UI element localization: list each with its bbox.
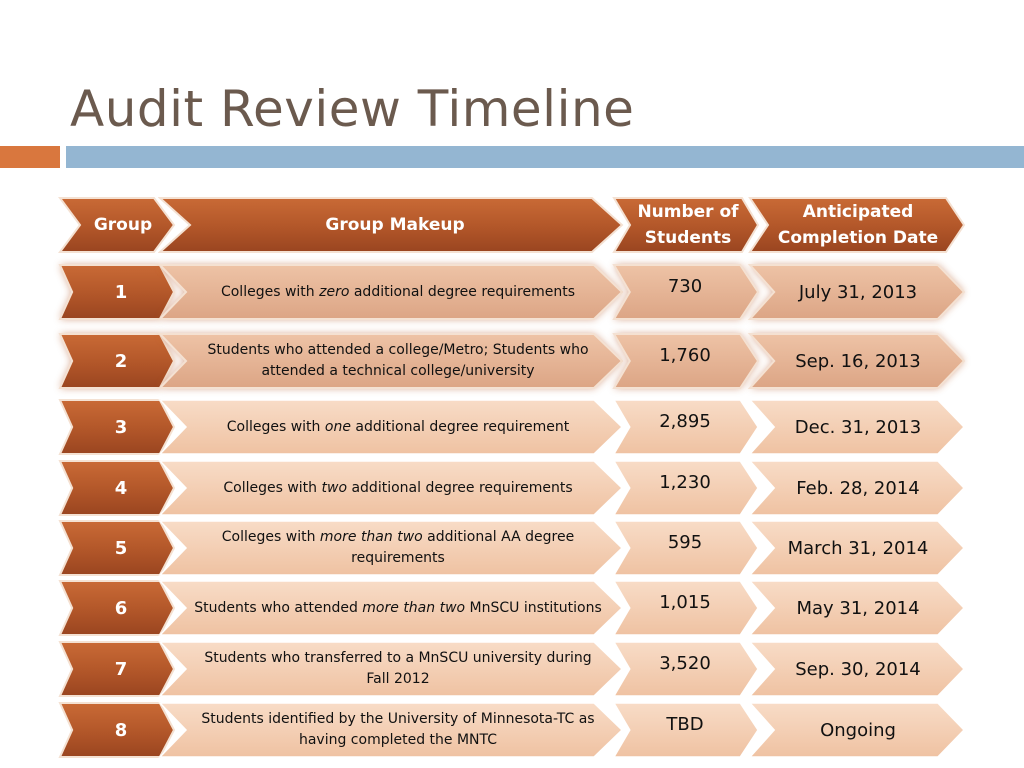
row-group-makeup: [192, 398, 604, 456]
row-completion-date: Ongoing: [820, 719, 896, 741]
row-group-makeup: [192, 579, 604, 637]
row-group-makeup: [192, 519, 604, 577]
makeup-text-post: additional degree requirements: [349, 283, 576, 300]
row-group-number: 5: [114, 537, 128, 559]
row-completion-date: July 31, 2013: [798, 281, 918, 303]
row-student-count: TBD: [666, 713, 704, 735]
row-completion-date: Dec. 31, 2013: [794, 416, 922, 438]
row-student-count: 1,760: [659, 344, 711, 366]
makeup-text-pre: Colleges with: [221, 529, 320, 545]
row-group-makeup: [192, 701, 604, 759]
makeup-text-pre: Students who attended a college/Metro; Students who attended a technical college/university: [207, 342, 589, 379]
row-student-count: 1,015: [659, 591, 711, 613]
row-completion-date: May 31, 2014: [796, 597, 920, 619]
row-group-number: 4: [114, 477, 128, 499]
makeup-text-emphasis: one: [324, 418, 351, 435]
row-group-number: 2: [114, 350, 128, 372]
makeup-text: [194, 598, 602, 619]
row-completion-date: Feb. 28, 2014: [796, 477, 920, 499]
makeup-text-pre: Students who attended: [194, 599, 363, 616]
header-date-line2: Completion Date: [777, 228, 939, 248]
accent-bar-blue: [66, 146, 1024, 168]
header-date-line1: Anticipated: [802, 202, 914, 222]
row-completion-date: Sep. 16, 2013: [795, 350, 921, 372]
header-students-line1: Number of: [637, 202, 739, 222]
makeup-text-emphasis: more than two: [362, 599, 466, 616]
header-makeup: Group Makeup: [325, 215, 465, 235]
row-group-makeup: [192, 459, 604, 517]
row-completion-date: Sep. 30, 2014: [795, 658, 921, 680]
row-student-count: 1,230: [659, 471, 711, 493]
row-student-count: 595: [667, 531, 703, 553]
makeup-text: [221, 282, 575, 303]
makeup-text-pre: Students who transferred to a MnSCU university during Fall 2012: [204, 650, 592, 687]
makeup-text: [227, 417, 570, 438]
row-group-number: 8: [114, 719, 128, 741]
row-group-makeup: [192, 263, 604, 321]
makeup-text: [223, 478, 572, 499]
makeup-text: [192, 340, 604, 382]
makeup-text-post: MnSCU institutions: [465, 599, 602, 616]
row-group-number: 6: [114, 597, 128, 619]
makeup-text: [192, 648, 604, 690]
makeup-text-emphasis: two: [321, 479, 348, 496]
slide-title: Audit Review Timeline: [70, 80, 635, 138]
makeup-text-post: additional degree requirements: [347, 479, 573, 496]
header-group: Group: [93, 215, 153, 235]
makeup-text-post: additional degree requirement: [350, 418, 570, 435]
row-student-count: 2,895: [659, 410, 711, 432]
row-completion-date: March 31, 2014: [787, 537, 929, 559]
header-date: [762, 196, 954, 254]
makeup-text-pre: Colleges with: [220, 283, 320, 300]
makeup-text-emphasis: more than two: [319, 529, 423, 545]
row-group-makeup: [192, 332, 604, 390]
row-group-makeup: [192, 640, 604, 698]
makeup-text: [192, 527, 604, 569]
row-group-number: 3: [114, 416, 128, 438]
makeup-text: [192, 709, 604, 751]
accent-bar-orange: [0, 146, 60, 168]
header-students-line2: Students: [644, 228, 732, 248]
makeup-text-pre: Colleges with: [223, 479, 322, 496]
row-group-number: 1: [114, 281, 128, 303]
makeup-text-emphasis: zero: [319, 283, 350, 300]
header-students: [622, 196, 754, 254]
row-group-number: 7: [114, 658, 128, 680]
makeup-text-pre: Students identified by the University of Minnesota-TC as having completed the MNTC: [201, 711, 595, 748]
row-student-count: 3,520: [659, 652, 711, 674]
makeup-text-pre: Colleges with: [226, 418, 325, 435]
makeup-text-post: additional AA degree requirements: [351, 529, 575, 566]
row-student-count: 730: [667, 275, 703, 297]
